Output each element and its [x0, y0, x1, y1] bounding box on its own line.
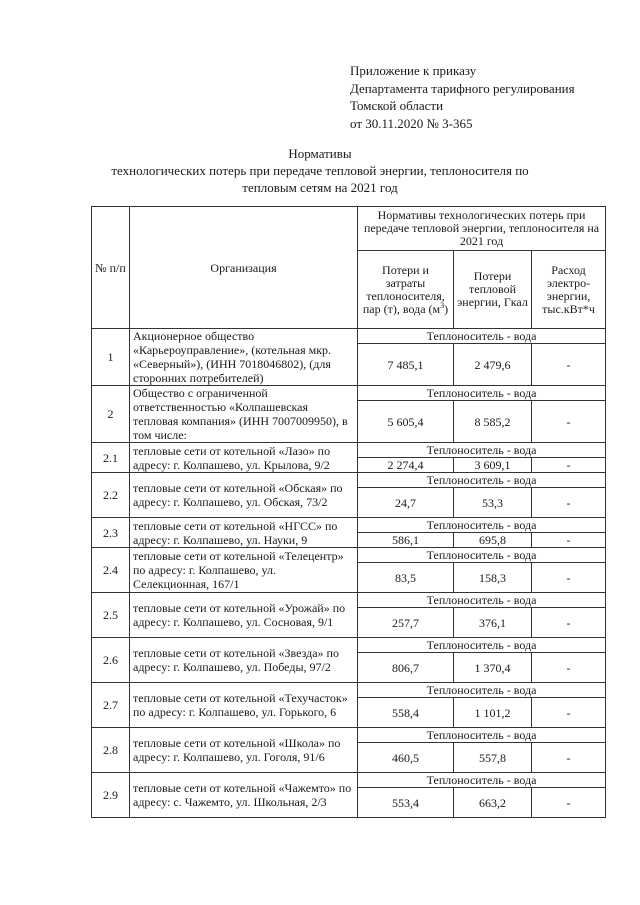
row-coolant-label: Теплоноситель - вода	[358, 473, 606, 488]
row-electricity: -	[532, 743, 606, 773]
row-losses-coolant: 806,7	[358, 653, 454, 683]
row-coolant-label: Теплоноситель - вода	[358, 593, 606, 608]
row-electricity: -	[532, 608, 606, 638]
row-losses-heat: 3 609,1	[454, 458, 532, 473]
row-coolant-label: Теплоноситель - вода	[358, 329, 606, 344]
row-losses-heat: 8 585,2	[454, 401, 532, 443]
row-electricity: -	[532, 401, 606, 443]
row-number: 2.8	[92, 728, 130, 773]
row-number: 2	[92, 386, 130, 443]
row-number: 2.7	[92, 683, 130, 728]
row-losses-heat: 1 370,4	[454, 653, 532, 683]
row-coolant-label: Теплоноситель - вода	[358, 443, 606, 458]
appendix-line: от 30.11.2020 № 3-365	[350, 115, 473, 131]
row-losses-coolant: 553,4	[358, 788, 454, 818]
row-organization: тепловые сети от котельной «Школа» по адресу: г. Колпашево, ул. Гоголя, 91/6	[130, 728, 358, 773]
row-losses-coolant: 586,1	[358, 533, 454, 548]
row-losses-coolant: 257,7	[358, 608, 454, 638]
appendix-line: Приложение к приказу	[350, 63, 477, 78]
row-losses-coolant: 24,7	[358, 488, 454, 518]
row-electricity: -	[532, 788, 606, 818]
row-electricity: -	[532, 653, 606, 683]
row-organization: тепловые сети от котельной «Лазо» по адресу: г. Колпашево, ул. Крылова, 9/2	[130, 443, 358, 473]
header-electricity: Расход электро-энергии, тыс.кВт*ч	[532, 251, 606, 329]
header-group: Нормативы технологических потерь при передаче тепловой энергии, теплоносителя на 2021 год	[358, 207, 606, 251]
row-number: 2.9	[92, 773, 130, 818]
document-title	[90, 145, 550, 196]
row-losses-heat: 2 479,6	[454, 344, 532, 386]
row-electricity: -	[532, 344, 606, 386]
header-sup: 3	[440, 300, 445, 310]
row-organization: тепловые сети от котельной «Звезда» по адресу: г. Колпашево, ул. Победы, 97/2	[130, 638, 358, 683]
row-coolant-label: Теплоноситель - вода	[358, 638, 606, 653]
appendix-line: Томской области	[350, 98, 444, 113]
row-organization: тепловые сети от котельной «Телецентр» по адресу: г. Колпашево, ул. Селекционная, 167/1	[130, 548, 358, 593]
row-losses-heat: 695,8	[454, 533, 532, 548]
row-losses-coolant: 83,5	[358, 563, 454, 593]
header-losses-heat: Потери тепловой энергии, Гкал	[454, 251, 532, 329]
row-number: 2.3	[92, 518, 130, 548]
row-organization: Общество с ограниченной ответственностью «Колпашевская тепловая компания» (ИНН 7007009950), в том числе:	[130, 386, 358, 443]
row-number: 2.4	[92, 548, 130, 593]
row-number: 2.6	[92, 638, 130, 683]
title-line: тепловым сетям на 2021 год	[242, 180, 398, 195]
row-losses-coolant: 5 605,4	[358, 401, 454, 443]
row-losses-heat: 557,8	[454, 743, 532, 773]
header-num: № п/п	[92, 207, 130, 329]
row-coolant-label: Теплоноситель - вода	[358, 548, 606, 563]
row-losses-heat: 376,1	[454, 608, 532, 638]
row-organization: тепловые сети от котельной «Техучасток» по адресу: г. Колпашево, ул. Горького, 6	[130, 683, 358, 728]
row-coolant-label: Теплоноситель - вода	[358, 773, 606, 788]
header-org: Организация	[130, 207, 358, 329]
row-losses-coolant: 2 274,4	[358, 458, 454, 473]
row-losses-heat: 1 101,2	[454, 698, 532, 728]
row-coolant-label: Теплоноситель - вода	[358, 683, 606, 698]
row-losses-coolant: 460,5	[358, 743, 454, 773]
row-electricity: -	[532, 563, 606, 593]
row-number: 2.2	[92, 473, 130, 518]
row-number: 2.5	[92, 593, 130, 638]
title-line: Нормативы	[288, 146, 352, 161]
row-losses-heat: 53,3	[454, 488, 532, 518]
row-losses-heat: 663,2	[454, 788, 532, 818]
row-electricity: -	[532, 698, 606, 728]
header-losses-coolant-text: Потери и затраты теплоносителя, пар (т), вода (м	[362, 262, 445, 316]
row-organization: тепловые сети от котельной «Чажемто» по адресу: с. Чажемто, ул. Школьная, 2/3	[130, 773, 358, 818]
row-losses-coolant: 558,4	[358, 698, 454, 728]
row-organization: тепловые сети от котельной «НГСС» по адресу: г. Колпашево, ул. Науки, 9	[130, 518, 358, 548]
row-losses-heat: 158,3	[454, 563, 532, 593]
row-electricity: -	[532, 533, 606, 548]
row-organization: Акционерное общество «Карьероуправление», (котельная мкр. «Северный»), (ИНН 7018046802), (для сторонних потребителей)	[130, 329, 358, 386]
row-coolant-label: Теплоноситель - вода	[358, 518, 606, 533]
appendix-line: Департамента тарифного регулирования	[350, 80, 575, 96]
row-electricity: -	[532, 458, 606, 473]
row-electricity: -	[532, 488, 606, 518]
row-organization: тепловые сети от котельной «Урожай» по адресу: г. Колпашево, ул. Сосновая, 9/1	[130, 593, 358, 638]
row-coolant-label: Теплоноситель - вода	[358, 386, 606, 401]
row-number: 2.1	[92, 443, 130, 473]
row-losses-coolant: 7 485,1	[358, 344, 454, 386]
row-number: 1	[92, 329, 130, 386]
norms-table	[91, 206, 606, 818]
appendix-block	[350, 62, 575, 132]
row-coolant-label: Теплоноситель - вода	[358, 728, 606, 743]
header-losses-coolant-end: )	[444, 301, 449, 316]
row-organization: тепловые сети от котельной «Обская» по адресу: г. Колпашево, ул. Обская, 73/2	[130, 473, 358, 518]
header-losses-coolant	[358, 251, 454, 329]
title-line: технологических потерь при передаче тепловой энергии, теплоносителя по	[111, 163, 529, 178]
